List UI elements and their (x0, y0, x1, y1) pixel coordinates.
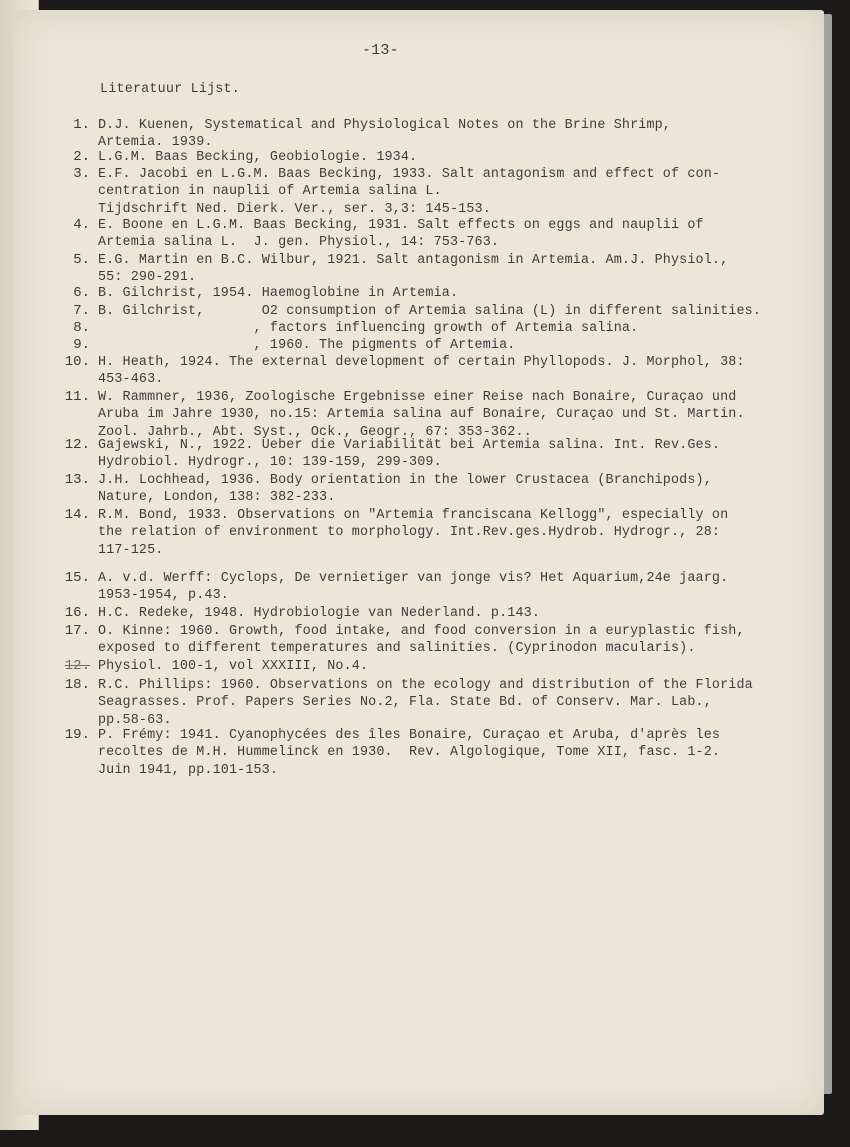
reference-text-line: L.G.M. Baas Becking, Geobiologie. 1934. (98, 150, 418, 165)
reference-text-line: H.C. Redeke, 1948. Hydrobiologie van Nederland. p.143. (98, 606, 541, 621)
reference-text-line: E.G. Martin en B.C. Wilbur, 1921. Salt antagonism in Artemia. Am.J. Physiol., (98, 253, 729, 268)
reference-number: 12. (64, 437, 90, 453)
reference-text-line: Nature, London, 138: 382-233. (98, 490, 336, 506)
reference-text-line: the relation of environment to morphology. Int.Rev.ges.Hydrob. Hydrogr., 28: (98, 525, 721, 541)
reference-number: 2. (73, 149, 90, 165)
reference-text-line: O. Kinne: 1960. Growth, food intake, and food conversion in a euryplastic fish, (98, 624, 745, 639)
reference-text-line: Seagrasses. Prof. Papers Series No.2, Fla. State Bd. of Conserv. Mar. Lab., (98, 695, 712, 711)
reference-number: 14. (64, 507, 90, 523)
reference-number: 4. (73, 217, 90, 233)
reference-text-line: centration in nauplii of Artemia salina L. (98, 184, 442, 200)
reference-text-line: 117-125. (98, 542, 164, 558)
reference-text-line: Zool. Jahrb., Abt. Syst., Ock., Geogr., 67: 353-362.. (98, 424, 532, 440)
reference-number: 11. (64, 389, 90, 405)
list-heading: Literatuur Lijst. (100, 82, 241, 97)
reference-text-line: E.F. Jacobi en L.G.M. Baas Becking, 1933. Salt antagonism and effect of con- (98, 167, 721, 182)
reference-text-line: exposed to different temperatures and salinities. (Cyprinodon macularis). (98, 641, 696, 657)
reference-number: 16. (64, 605, 90, 621)
reference-number: 10. (64, 354, 90, 370)
reference-text-line: Hydrobiol. Hydrogr., 10: 139-159, 299-309. (98, 455, 442, 471)
reference-text-line: pp.58-63. (98, 712, 172, 728)
reference-number: 1. (73, 117, 90, 133)
reference-number: 3. (73, 166, 90, 182)
reference-number: 13. (64, 472, 90, 488)
reference-number: 18. (64, 677, 90, 693)
reference-text-line: A. v.d. Werff: Cyclops, De vernietiger van jonge vis? Het Aquarium,24e jaarg. (98, 571, 729, 586)
reference-text-line: , factors influencing growth of Artemia salina. (98, 321, 639, 336)
reference-number: 6. (73, 285, 90, 301)
reference-text-line: , 1960. The pigments of Artemia. (98, 338, 516, 353)
reference-number: 7. (73, 303, 90, 319)
reference-text-line: Aruba im Jahre 1930, no.15: Artemia salina auf Bonaire, Curaçao und St. Martin. (98, 407, 745, 423)
reference-text-line: Physiol. 100-1, vol XXXIII, No.4. (98, 658, 369, 674)
reference-text-line: Artemia salina L. J. gen. Physiol., 14: 753-763. (98, 235, 500, 251)
reference-text-line: R.M. Bond, 1933. Observations on "Artemia franciscana Kellogg", especially on (98, 508, 729, 523)
reference-text-line: W. Rammner, 1936, Zoologische Ergebnisse einer Reise nach Bonaire, Curaçao und (98, 390, 737, 405)
reference-text-line: Gajewski, N., 1922. Ueber die Variabilität bei Artemia salina. Int. Rev.Ges. (98, 438, 721, 453)
reference-text-line: R.C. Phillips: 1960. Observations on the ecology and distribution of the Florida (98, 678, 753, 693)
reference-number: 15. (64, 570, 90, 586)
reference-text-line: P. Frémy: 1941. Cyanophycées des îles Bonaire, Curaçao et Aruba, d'après les (98, 728, 721, 743)
reference-number: 8. (73, 320, 90, 336)
reference-number: 19. (64, 727, 90, 743)
reference-text-line: 1953-1954, p.43. (98, 588, 229, 604)
reference-text-line: J.H. Lochhead, 1936. Body orientation in the lower Crustacea (Branchipods), (98, 473, 712, 488)
reference-text-line: Tijdschrift Ned. Dierk. Ver., ser. 3,3: 145-153. (98, 201, 491, 217)
reference-text-line: B. Gilchrist, O2 consumption of Artemia salina (L) in different salinities. (98, 304, 762, 319)
reference-text-line: E. Boone en L.G.M. Baas Becking, 1931. Salt effects on eggs and nauplii of (98, 218, 704, 233)
reference-text-line: Juin 1941, pp.101-153. (98, 762, 279, 778)
struck-reference-number: 12. (64, 657, 90, 674)
reference-text-line: recoltes de M.H. Hummelinck en 1930. Rev. Algologique, Tome XII, fasc. 1-2. (98, 745, 721, 761)
reference-text-line: 55: 290-291. (98, 270, 197, 286)
reference-text-line: D.J. Kuenen, Systematical and Physiological Notes on the Brine Shrimp, (98, 118, 671, 133)
reference-text-line: 453-463. (98, 372, 164, 388)
reference-text-line: B. Gilchrist, 1954. Haemoglobine in Artemia. (98, 286, 459, 301)
page-number: -13- (362, 42, 399, 59)
reference-number: 5. (73, 252, 90, 268)
reference-number: 17. (64, 623, 90, 639)
reference-text-line: Artemia. 1939. (98, 135, 213, 151)
reference-number: 9. (73, 337, 90, 353)
reference-text-line: H. Heath, 1924. The external development of certain Phyllopods. J. Morphol, 38: (98, 355, 745, 370)
